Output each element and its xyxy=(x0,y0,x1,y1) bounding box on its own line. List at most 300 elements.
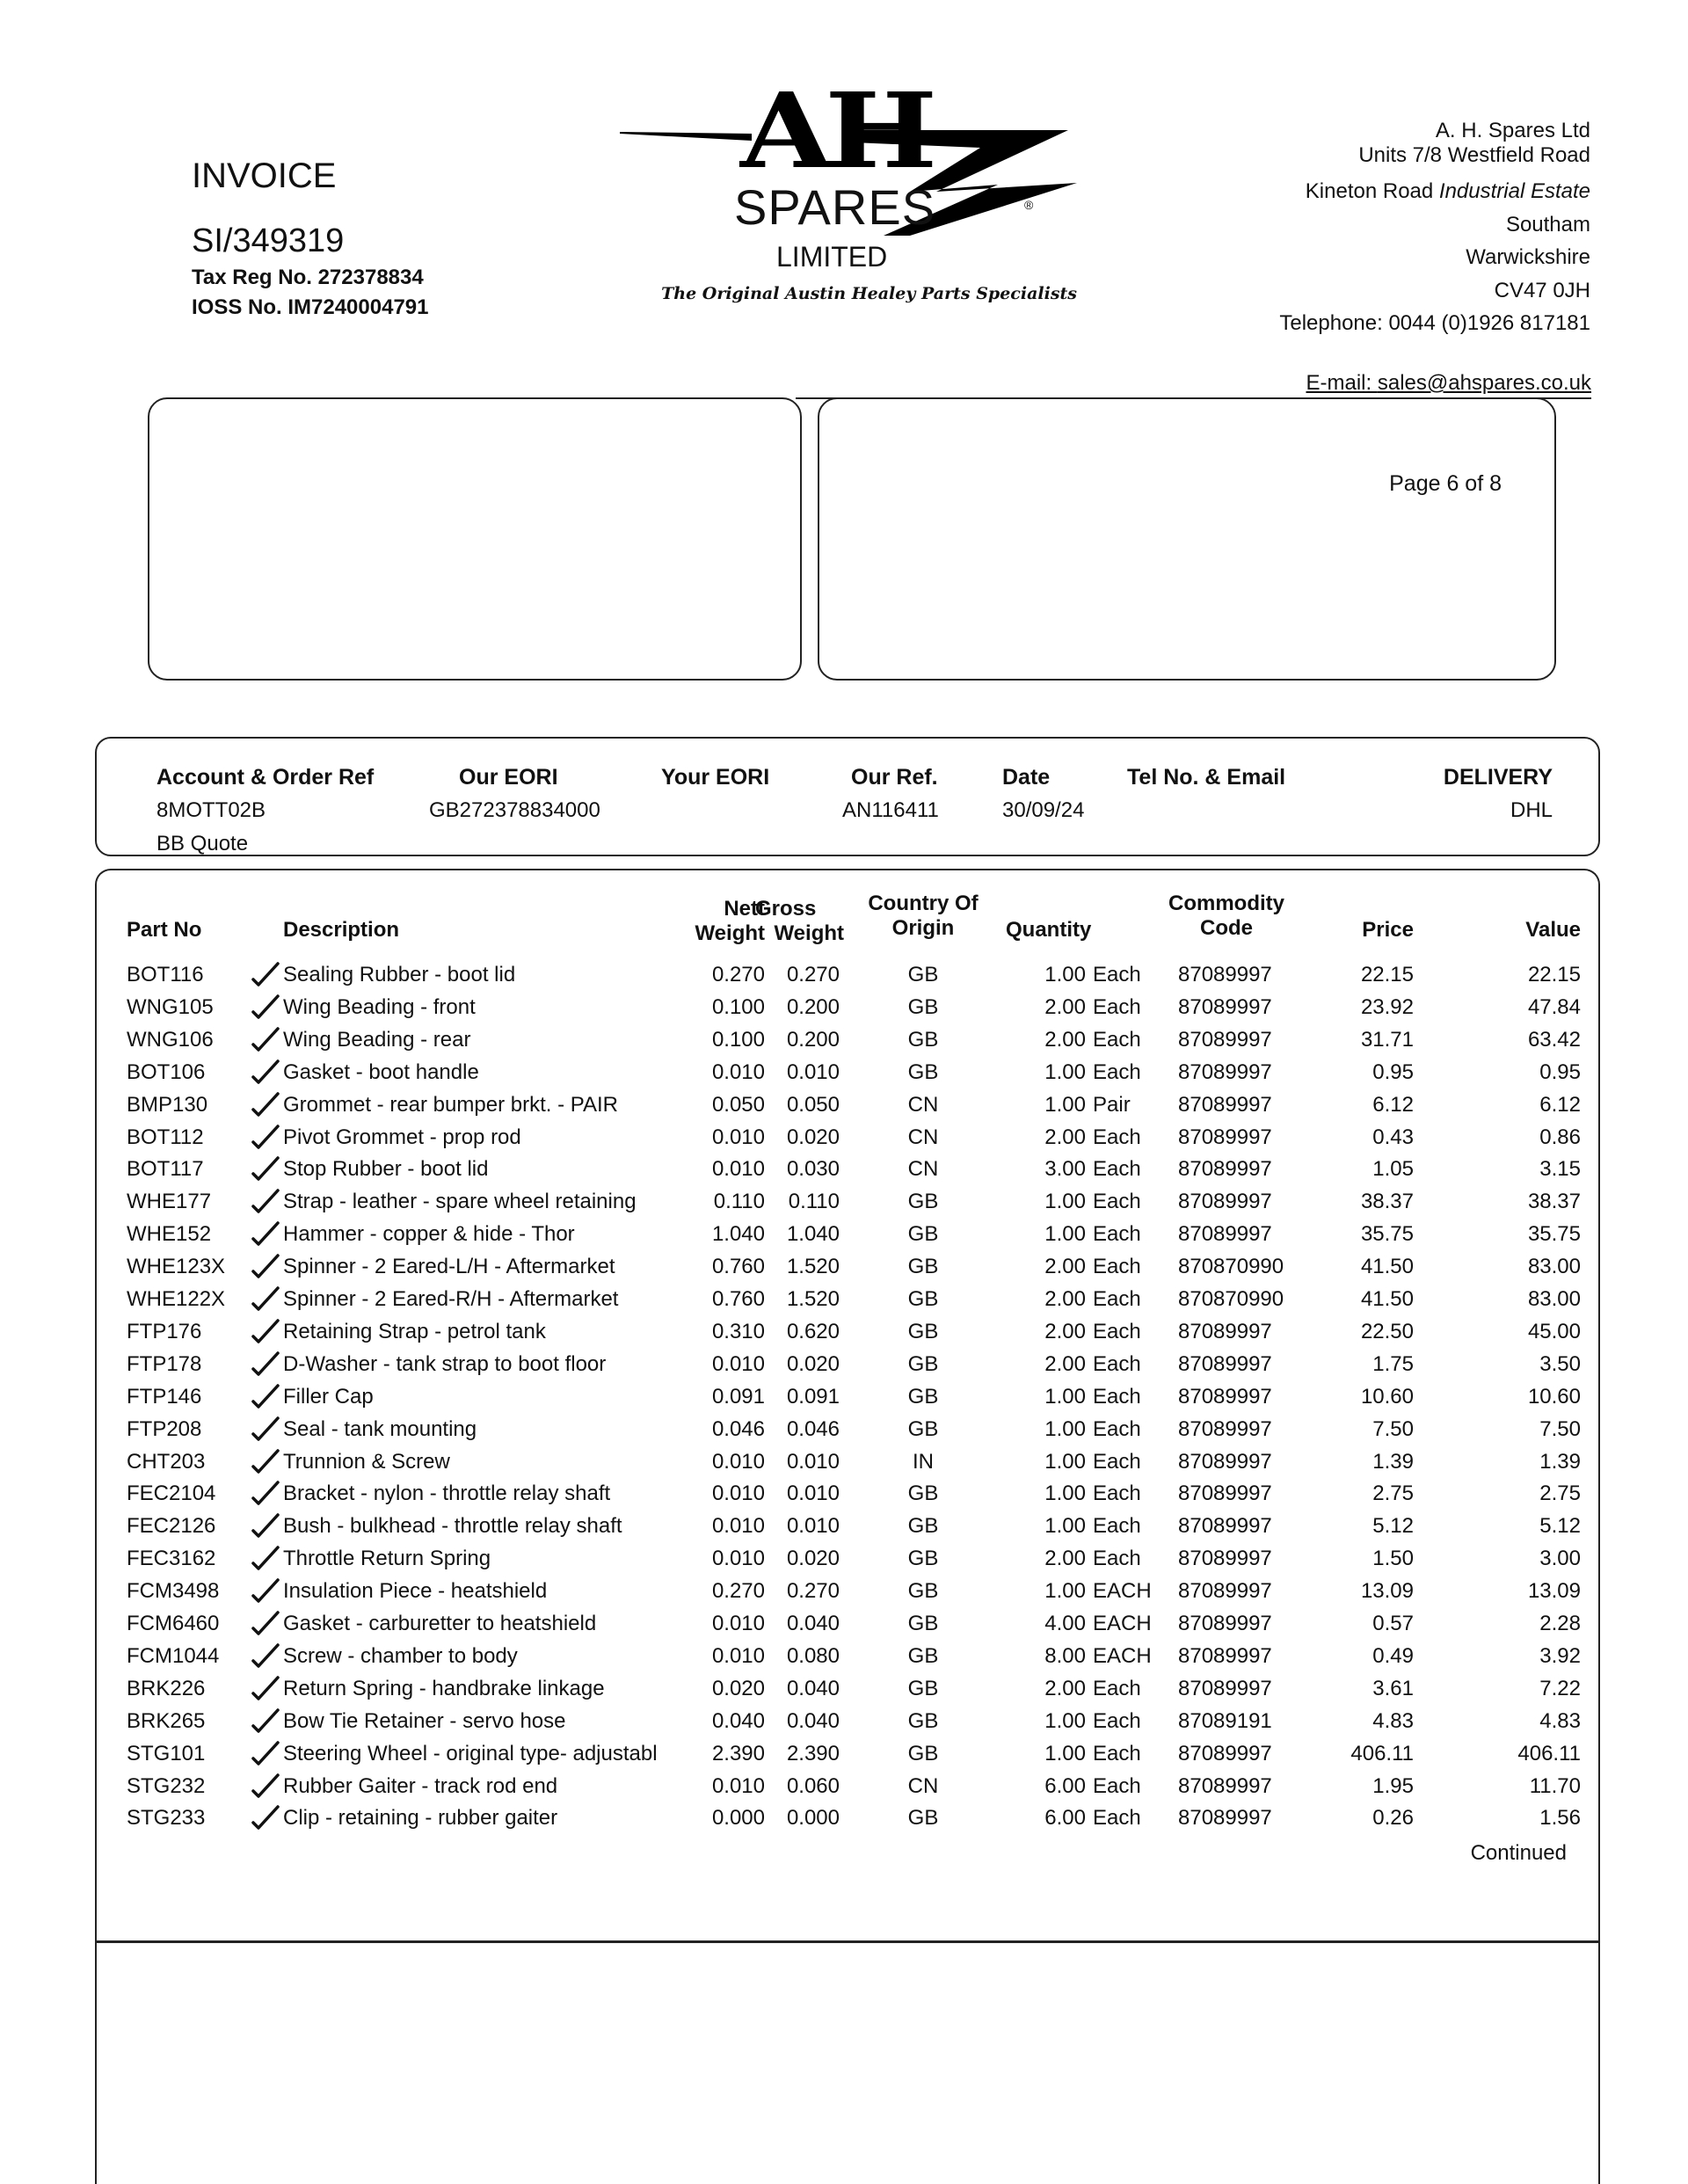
nett-weight: 0.046 xyxy=(711,1416,765,1441)
country-of-origin: GB xyxy=(907,1708,939,1733)
order-note: BB Quote xyxy=(156,832,249,855)
country-of-origin: GB xyxy=(907,1319,939,1343)
your-eori-header: Your EORI xyxy=(661,765,770,790)
table-row xyxy=(97,1413,1602,1445)
company-address xyxy=(1279,119,1590,340)
nett-weight: 0.270 xyxy=(711,963,765,986)
value: 83.00 xyxy=(1527,1255,1581,1279)
commodity-code: 87089997 xyxy=(1178,1547,1272,1571)
commodity-code: 87089997 xyxy=(1178,1092,1272,1117)
unit: Each xyxy=(1093,1481,1141,1506)
unit: EACH xyxy=(1093,1643,1152,1668)
nett-weight: 0.010 xyxy=(711,1547,765,1571)
price: 0.26 xyxy=(1372,1806,1414,1831)
value: 35.75 xyxy=(1527,1222,1581,1247)
commodity-code: 87089997 xyxy=(1178,1773,1272,1798)
price: 0.57 xyxy=(1372,1612,1414,1635)
quantity: 4.00 xyxy=(1044,1612,1086,1635)
gross-weight: 0.200 xyxy=(786,1027,840,1052)
description: Spinner - 2 Eared-R/H - Aftermarket xyxy=(283,1287,619,1311)
nett-weight: 0.270 xyxy=(711,1579,765,1604)
nett-weight: 0.010 xyxy=(711,1449,765,1474)
gross-weight: 1.520 xyxy=(786,1287,840,1311)
gross-weight: 2.390 xyxy=(786,1741,840,1765)
country-of-origin: GB xyxy=(907,1579,939,1604)
value: 3.92 xyxy=(1539,1643,1581,1668)
checkmark-icon xyxy=(250,1575,281,1607)
quantity: 2.00 xyxy=(1044,1351,1086,1376)
part-no: BMP130 xyxy=(127,1092,208,1117)
quantity: 2.00 xyxy=(1044,1125,1086,1149)
commodity-code: 87089997 xyxy=(1178,1676,1272,1700)
part-no: FTP178 xyxy=(127,1351,202,1376)
country-of-origin: GB xyxy=(907,1222,939,1247)
gross-weight: 0.000 xyxy=(786,1806,840,1831)
checkmark-icon xyxy=(250,1802,281,1834)
value: 10.60 xyxy=(1527,1384,1581,1409)
delivery-address-box xyxy=(818,397,1556,681)
country-of-origin: GB xyxy=(907,1255,939,1279)
table-row xyxy=(97,1185,1602,1218)
value: 11.70 xyxy=(1529,1773,1581,1798)
commodity-code: 87089997 xyxy=(1178,1416,1272,1441)
description: Wing Beading - front xyxy=(283,994,476,1019)
unit: EACH xyxy=(1093,1579,1152,1604)
quantity: 1.00 xyxy=(1044,1514,1086,1539)
country-of-origin: GB xyxy=(907,1481,939,1506)
country-of-origin: GB xyxy=(907,1190,939,1214)
table-row xyxy=(97,1250,1602,1283)
commodity-code: 87089997 xyxy=(1178,1741,1272,1765)
description: Wing Beading - rear xyxy=(283,1027,471,1052)
gross-weight: 0.050 xyxy=(786,1092,840,1117)
nett-weight-header-line1: Nett xyxy=(724,897,765,921)
description: Filler Cap xyxy=(283,1384,374,1409)
address-line-1: Units 7/8 Westfield Road xyxy=(1358,143,1590,167)
gross-weight-header xyxy=(747,897,844,946)
description: Throttle Return Spring xyxy=(283,1547,491,1571)
part-no: BOT117 xyxy=(127,1157,204,1182)
table-row xyxy=(97,1607,1602,1640)
checkmark-icon xyxy=(250,1153,281,1185)
gross-weight: 0.020 xyxy=(786,1351,840,1376)
gross-weight: 0.020 xyxy=(786,1125,840,1149)
price: 1.95 xyxy=(1372,1773,1414,1798)
account-order-ref-header: Account & Order Ref xyxy=(156,765,375,790)
country-of-origin: GB xyxy=(907,1027,939,1052)
table-row xyxy=(97,1153,1602,1185)
description: Insulation Piece - heatshield xyxy=(283,1579,548,1604)
part-no: BRK265 xyxy=(127,1708,206,1733)
continued-label: Continued xyxy=(1470,1841,1567,1865)
gross-weight: 0.060 xyxy=(786,1773,840,1798)
quantity: 1.00 xyxy=(1044,1741,1086,1765)
nett-weight: 0.010 xyxy=(711,1643,765,1668)
country-of-origin: GB xyxy=(907,1384,939,1409)
price: 406.11 xyxy=(1350,1741,1414,1765)
nett-weight: 0.010 xyxy=(711,1514,765,1539)
value: 13.09 xyxy=(1527,1579,1581,1604)
checkmark-icon xyxy=(250,1348,281,1380)
checkmark-icon xyxy=(250,1185,281,1218)
price: 31.71 xyxy=(1360,1027,1414,1052)
checkmark-icon xyxy=(250,1770,281,1802)
part-no: BOT112 xyxy=(127,1125,204,1149)
our-eori-value: GB272378834000 xyxy=(429,798,600,822)
gross-weight: 0.020 xyxy=(786,1547,840,1571)
price: 35.75 xyxy=(1360,1222,1414,1247)
country-of-origin: GB xyxy=(907,1547,939,1571)
checkmark-icon xyxy=(250,1737,281,1770)
commodity-code: 87089997 xyxy=(1178,994,1272,1019)
table-row xyxy=(97,1672,1602,1705)
unit: Each xyxy=(1093,1059,1141,1084)
gross-weight: 0.200 xyxy=(786,994,840,1019)
commodity-code: 87089191 xyxy=(1178,1708,1272,1733)
gross-weight: 0.010 xyxy=(786,1449,840,1474)
registered-mark: ® xyxy=(1024,198,1034,212)
country-of-origin: GB xyxy=(907,1416,939,1441)
address-line-2-b: Industrial Estate xyxy=(1438,179,1590,203)
commodity-code: 87089997 xyxy=(1178,1612,1272,1635)
table-row xyxy=(97,1640,1602,1672)
quantity: 1.00 xyxy=(1044,1416,1086,1441)
value-header: Value xyxy=(1525,918,1581,942)
unit: Each xyxy=(1093,1255,1141,1279)
gross-weight: 0.270 xyxy=(786,1579,840,1604)
part-no: FTP176 xyxy=(127,1319,202,1343)
value: 2.28 xyxy=(1539,1612,1581,1635)
country-of-origin: CN xyxy=(907,1157,939,1182)
checkmark-icon xyxy=(250,1218,281,1250)
checkmark-icon xyxy=(250,1380,281,1413)
gross-weight-header-line2: Weight xyxy=(774,921,844,945)
price: 1.05 xyxy=(1372,1157,1414,1182)
table-row xyxy=(97,1575,1602,1607)
checkmark-icon xyxy=(250,1121,281,1154)
unit: Each xyxy=(1093,1319,1141,1343)
price: 6.12 xyxy=(1372,1092,1414,1117)
nett-weight: 0.100 xyxy=(711,1027,765,1052)
quantity: 1.00 xyxy=(1044,1059,1086,1084)
value: 7.50 xyxy=(1539,1416,1581,1441)
price: 3.61 xyxy=(1372,1676,1414,1700)
commodity-code: 87089997 xyxy=(1178,1027,1272,1052)
company-email-line: E-mail: sales@ahspares.co.uk xyxy=(796,371,1591,399)
gross-weight: 0.080 xyxy=(786,1643,840,1668)
unit: Each xyxy=(1093,1773,1141,1798)
unit: Each xyxy=(1093,1125,1141,1149)
logo-suffix: LIMITED xyxy=(776,241,888,273)
gross-weight: 0.030 xyxy=(786,1157,840,1182)
unit: Each xyxy=(1093,1027,1141,1052)
gross-weight: 0.270 xyxy=(786,963,840,986)
address-line-2 xyxy=(1279,175,1590,208)
quantity: 2.00 xyxy=(1044,1287,1086,1311)
unit: Each xyxy=(1093,1222,1141,1247)
quantity: 2.00 xyxy=(1044,994,1086,1019)
price: 5.12 xyxy=(1372,1514,1414,1539)
part-no: FEC3162 xyxy=(127,1547,216,1571)
email-label: E-mail xyxy=(1306,371,1366,395)
part-no: STG232 xyxy=(127,1773,206,1798)
address-county: Warwickshire xyxy=(1466,245,1590,269)
country-of-origin: CN xyxy=(907,1773,939,1798)
invoice-address-box xyxy=(148,397,802,681)
table-row xyxy=(97,1445,1602,1478)
unit: Each xyxy=(1093,1741,1141,1765)
gross-weight: 1.040 xyxy=(786,1222,840,1247)
gross-weight: 0.010 xyxy=(786,1059,840,1084)
description: Retaining Strap - petrol tank xyxy=(283,1319,546,1343)
price: 10.60 xyxy=(1360,1384,1414,1409)
checkmark-icon xyxy=(250,1413,281,1445)
value: 3.50 xyxy=(1539,1351,1581,1376)
gross-weight-header-line1: Gross xyxy=(755,897,817,921)
address-line-2-a: Kineton Road xyxy=(1305,179,1439,203)
part-no: WNG106 xyxy=(127,1027,214,1052)
table-row xyxy=(97,1510,1602,1542)
table-row xyxy=(97,991,1602,1023)
description: Trunnion & Screw xyxy=(283,1449,450,1474)
quantity: 6.00 xyxy=(1044,1773,1086,1798)
gross-weight: 0.010 xyxy=(786,1514,840,1539)
table-row xyxy=(97,1542,1602,1575)
gross-weight: 0.040 xyxy=(786,1708,840,1733)
table-row xyxy=(97,1056,1602,1088)
country-of-origin: IN xyxy=(913,1449,934,1474)
description: Spinner - 2 Eared-L/H - Aftermarket xyxy=(283,1255,615,1279)
tax-reg-number: Tax Reg No. 272378834 xyxy=(192,266,424,289)
unit: Each xyxy=(1093,1287,1141,1311)
commodity-code: 87089997 xyxy=(1178,1481,1272,1506)
address-postcode: CV47 0JH xyxy=(1494,278,1590,302)
gross-weight: 0.620 xyxy=(786,1319,840,1343)
quantity-header: Quantity xyxy=(1006,918,1092,942)
description-header: Description xyxy=(283,918,400,942)
checkmark-icon xyxy=(250,1023,281,1056)
nett-weight: 0.010 xyxy=(711,1481,765,1506)
origin-header-line1: Country Of xyxy=(868,892,979,915)
part-no: FTP208 xyxy=(127,1416,202,1441)
unit: Pair xyxy=(1093,1092,1131,1117)
quantity: 1.00 xyxy=(1044,1579,1086,1604)
nett-weight: 2.390 xyxy=(711,1741,765,1765)
price: 41.50 xyxy=(1360,1255,1414,1279)
unit: Each xyxy=(1093,1190,1141,1214)
value: 1.56 xyxy=(1539,1806,1581,1831)
checkmark-icon xyxy=(250,1445,281,1478)
part-no: BOT106 xyxy=(127,1059,206,1084)
quantity: 2.00 xyxy=(1044,1547,1086,1571)
description: Return Spring - handbrake linkage xyxy=(283,1676,605,1700)
price: 2.75 xyxy=(1372,1481,1414,1506)
nett-weight: 0.010 xyxy=(711,1125,765,1149)
our-ref-value: AN116411 xyxy=(842,798,939,822)
part-no: FCM6460 xyxy=(127,1612,220,1635)
country-of-origin: GB xyxy=(907,963,939,986)
value: 406.11 xyxy=(1517,1741,1581,1765)
quantity: 1.00 xyxy=(1044,1190,1086,1214)
unit: Each xyxy=(1093,1351,1141,1376)
logo-name: SPARES xyxy=(734,179,936,235)
checkmark-icon xyxy=(250,1607,281,1640)
commodity-header-line1: Commodity xyxy=(1168,892,1284,915)
part-no-header: Part No xyxy=(127,918,202,942)
country-of-origin: GB xyxy=(907,1612,939,1635)
price: 13.09 xyxy=(1360,1579,1414,1604)
checkmark-icon xyxy=(250,1705,281,1737)
table-row xyxy=(97,1477,1602,1510)
country-of-origin: GB xyxy=(907,994,939,1019)
quantity: 1.00 xyxy=(1044,1092,1086,1117)
checkmark-icon xyxy=(250,1250,281,1283)
country-of-origin: CN xyxy=(907,1125,939,1149)
commodity-code: 87089997 xyxy=(1178,1351,1272,1376)
table-row xyxy=(97,1218,1602,1250)
commodity-code: 87089997 xyxy=(1178,1384,1272,1409)
unit: Each xyxy=(1093,963,1141,986)
description: Gasket - carburetter to heatshield xyxy=(283,1612,597,1635)
country-of-origin: GB xyxy=(907,1741,939,1765)
quantity: 8.00 xyxy=(1044,1643,1086,1668)
price: 22.15 xyxy=(1360,963,1414,986)
our-eori-header: Our EORI xyxy=(459,765,558,790)
quantity: 1.00 xyxy=(1044,1384,1086,1409)
unit: Each xyxy=(1093,1708,1141,1733)
price-header: Price xyxy=(1362,918,1414,942)
price: 0.95 xyxy=(1372,1059,1414,1084)
part-no: FCM3498 xyxy=(127,1579,220,1604)
nett-weight: 0.040 xyxy=(711,1708,765,1733)
gross-weight: 0.010 xyxy=(786,1481,840,1506)
quantity: 2.00 xyxy=(1044,1255,1086,1279)
nett-weight: 0.010 xyxy=(711,1773,765,1798)
company-name: A. H. Spares Ltd xyxy=(1435,119,1590,142)
country-of-origin: GB xyxy=(907,1806,939,1831)
origin-header-line2: Origin xyxy=(891,916,955,940)
description: Bracket - nylon - throttle relay shaft xyxy=(283,1481,611,1506)
price: 7.50 xyxy=(1372,1416,1414,1441)
logo-tagline: The Original Austin Healey Parts Specialists xyxy=(661,284,1077,303)
checkmark-icon xyxy=(250,1542,281,1575)
unit: Each xyxy=(1093,994,1141,1019)
description: Sealing Rubber - boot lid xyxy=(283,963,516,986)
price: 23.92 xyxy=(1360,994,1414,1019)
value: 2.75 xyxy=(1539,1481,1581,1506)
part-no: FEC2126 xyxy=(127,1514,216,1539)
quantity: 1.00 xyxy=(1044,1481,1086,1506)
price: 1.39 xyxy=(1372,1449,1414,1474)
gross-weight: 0.040 xyxy=(786,1676,840,1700)
nett-weight: 0.010 xyxy=(711,1157,765,1182)
price: 4.83 xyxy=(1372,1708,1414,1733)
description: Screw - chamber to body xyxy=(283,1643,518,1668)
description: Stop Rubber - boot lid xyxy=(283,1157,489,1182)
description: Seal - tank mounting xyxy=(283,1416,477,1441)
commodity-code: 87089997 xyxy=(1178,1190,1272,1214)
unit: Each xyxy=(1093,1547,1141,1571)
description: Pivot Grommet - prop rod xyxy=(283,1125,521,1149)
value: 7.22 xyxy=(1539,1676,1581,1700)
value: 38.37 xyxy=(1527,1190,1581,1214)
price: 0.43 xyxy=(1372,1125,1414,1149)
order-info-bar xyxy=(95,737,1600,856)
commodity-code: 87089997 xyxy=(1178,1514,1272,1539)
unit: Each xyxy=(1093,1449,1141,1474)
unit: Each xyxy=(1093,1514,1141,1539)
gross-weight: 0.091 xyxy=(786,1384,840,1409)
commodity-code: 87089997 xyxy=(1178,1806,1272,1831)
checkmark-icon xyxy=(250,1088,281,1121)
date-value: 30/09/24 xyxy=(1002,798,1085,822)
our-ref-header: Our Ref. xyxy=(851,765,938,790)
value: 83.00 xyxy=(1527,1287,1581,1311)
logo-mark: AH xyxy=(740,69,930,192)
page-indicator: Page 6 of 8 xyxy=(1389,471,1502,496)
country-of-origin: GB xyxy=(907,1514,939,1539)
value: 45.00 xyxy=(1527,1319,1581,1343)
quantity: 2.00 xyxy=(1044,1027,1086,1052)
nett-weight: 0.091 xyxy=(711,1384,765,1409)
checkmark-icon xyxy=(250,1672,281,1705)
unit: Each xyxy=(1093,1676,1141,1700)
description: Rubber Gaiter - track rod end xyxy=(283,1773,558,1798)
nett-weight: 0.310 xyxy=(711,1319,765,1343)
value: 6.12 xyxy=(1539,1092,1581,1117)
unit: EACH xyxy=(1093,1612,1152,1635)
nett-weight: 0.000 xyxy=(711,1806,765,1831)
description: Steering Wheel - original type- adjustabl xyxy=(283,1741,658,1765)
value: 22.15 xyxy=(1527,963,1581,986)
nett-weight: 0.010 xyxy=(711,1059,765,1084)
gross-weight: 1.520 xyxy=(786,1255,840,1279)
company-logo xyxy=(620,69,1077,317)
address-town: Southam xyxy=(1505,212,1590,237)
commodity-code: 87089997 xyxy=(1178,1222,1272,1247)
date-header: Date xyxy=(1002,765,1051,790)
gross-weight: 0.046 xyxy=(786,1416,840,1441)
part-no: WHE122X xyxy=(127,1287,226,1311)
part-no: WNG105 xyxy=(127,994,214,1019)
account-order-ref-value: 8MOTT02B xyxy=(156,798,266,822)
part-no: WHE152 xyxy=(127,1222,212,1247)
description: D-Washer - tank strap to boot floor xyxy=(283,1351,607,1376)
commodity-code: 87089997 xyxy=(1178,1319,1272,1343)
table-row xyxy=(97,1023,1602,1056)
company-email-link[interactable]: sales@ahspares.co.uk xyxy=(1377,371,1591,395)
value: 0.86 xyxy=(1539,1125,1581,1149)
nett-weight: 0.050 xyxy=(711,1092,765,1117)
checkmark-icon xyxy=(250,958,281,991)
checkmark-icon xyxy=(250,1283,281,1315)
value: 47.84 xyxy=(1527,994,1581,1019)
description: Strap - leather - spare wheel retaining xyxy=(283,1190,637,1214)
commodity-code: 870870990 xyxy=(1178,1255,1284,1279)
unit: Each xyxy=(1093,1806,1141,1831)
table-row xyxy=(97,1737,1602,1770)
price: 0.49 xyxy=(1372,1643,1414,1668)
commodity-code: 870870990 xyxy=(1178,1287,1284,1311)
unit: Each xyxy=(1093,1416,1141,1441)
unit: Each xyxy=(1093,1157,1141,1182)
nett-weight: 0.100 xyxy=(711,994,765,1019)
country-of-origin: GB xyxy=(907,1351,939,1376)
nett-weight: 1.040 xyxy=(711,1222,765,1247)
value: 1.39 xyxy=(1539,1449,1581,1474)
quantity: 2.00 xyxy=(1044,1319,1086,1343)
quantity: 2.00 xyxy=(1044,1676,1086,1700)
